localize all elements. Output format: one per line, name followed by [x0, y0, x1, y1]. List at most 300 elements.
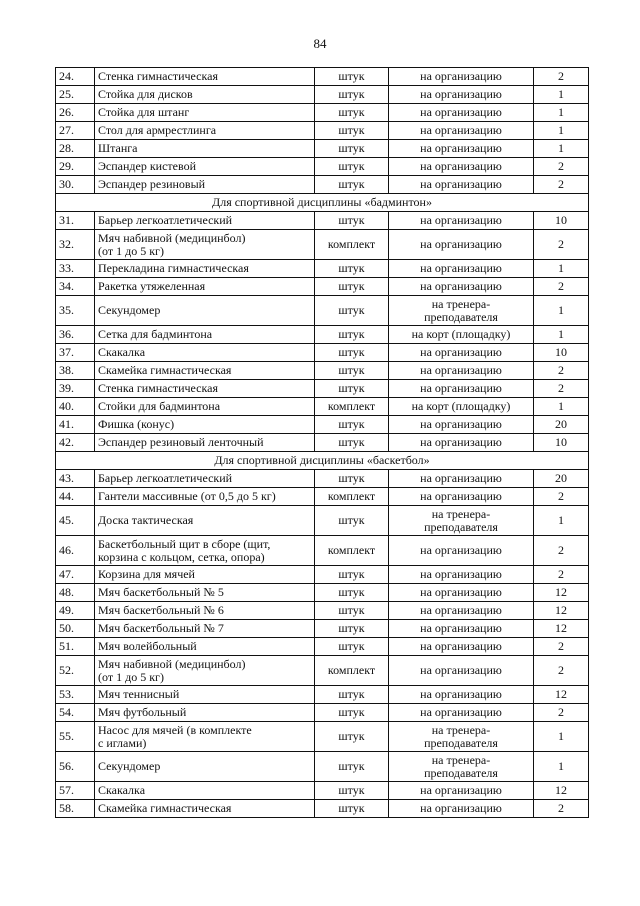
calculation-unit-text: преподавателя [424, 735, 498, 750]
calculation-unit [389, 104, 534, 122]
table-row [56, 326, 589, 344]
table-row [56, 752, 589, 782]
row-number [56, 638, 95, 656]
item-name [95, 122, 315, 140]
quantity [534, 566, 589, 584]
item-name-text: Мяч баскетбольный № 6 [98, 603, 224, 617]
quantity [534, 536, 589, 566]
calculation-unit [389, 416, 534, 434]
quantity-text: 10 [555, 213, 567, 227]
calculation-unit-text: на организацию [420, 543, 502, 557]
calculation-unit [389, 488, 534, 506]
quantity-text: 12 [555, 783, 567, 797]
quantity-text: 1 [558, 105, 564, 119]
row-number-text: 56. [59, 759, 74, 773]
row-number-text: 29. [59, 159, 74, 173]
unit-of-measure-text: комплект [327, 663, 376, 677]
table-row [56, 296, 589, 326]
row-number-text: 24. [59, 69, 74, 83]
calculation-unit [389, 620, 534, 638]
row-number [56, 416, 95, 434]
unit-of-measure-text: штук [338, 435, 365, 449]
quantity-text: 1 [558, 261, 564, 275]
quantity-text: 2 [558, 279, 564, 293]
quantity-text: 12 [555, 687, 567, 701]
item-name-text: Перекладина гимнастическая [98, 261, 249, 275]
quantity-text: 1 [558, 327, 564, 341]
row-number [56, 176, 95, 194]
quantity [534, 488, 589, 506]
unit-of-measure [315, 434, 389, 452]
unit-of-measure [315, 656, 389, 686]
calculation-unit [389, 212, 534, 230]
quantity-text: 2 [558, 705, 564, 719]
unit-of-measure-text: штук [338, 177, 365, 191]
row-number [56, 344, 95, 362]
unit-of-measure [315, 230, 389, 260]
table-row [56, 620, 589, 638]
table-row [56, 686, 589, 704]
row-number-text: 47. [59, 567, 74, 581]
item-name-text: Мяч футбольный [98, 705, 187, 719]
unit-of-measure [315, 566, 389, 584]
row-number-text: 53. [59, 687, 74, 701]
item-name-text: Штанга [98, 141, 138, 155]
item-name [95, 752, 315, 782]
calculation-unit [389, 296, 534, 326]
row-number [56, 704, 95, 722]
quantity [534, 782, 589, 800]
quantity-text: 2 [558, 237, 564, 251]
quantity-text: 1 [558, 303, 564, 317]
row-number [56, 212, 95, 230]
calculation-unit-text: на организацию [420, 177, 502, 191]
row-number [56, 470, 95, 488]
table-row [56, 434, 589, 452]
quantity [534, 686, 589, 704]
unit-of-measure-text: штук [338, 303, 365, 317]
calculation-unit [389, 140, 534, 158]
item-name-text: Эспандер кистевой [98, 159, 197, 173]
unit-of-measure [315, 800, 389, 818]
unit-of-measure [315, 584, 389, 602]
unit-of-measure [315, 344, 389, 362]
table-row [56, 158, 589, 176]
quantity [534, 176, 589, 194]
calculation-unit-text: на организацию [420, 801, 502, 815]
table-row [56, 704, 589, 722]
table-row [56, 380, 589, 398]
unit-of-measure-text: штук [338, 471, 365, 485]
row-number [56, 278, 95, 296]
item-name [95, 158, 315, 176]
table-row [56, 260, 589, 278]
unit-of-measure-text: штук [338, 801, 365, 815]
calculation-unit-text: на организацию [420, 363, 502, 377]
quantity [534, 104, 589, 122]
quantity [534, 470, 589, 488]
section-title: Для спортивной дисциплины «бадминтон» [56, 194, 589, 212]
item-name [95, 230, 315, 260]
table-row [56, 104, 589, 122]
row-number [56, 86, 95, 104]
section-title: Для спортивной дисциплины «баскетбол» [56, 452, 589, 470]
unit-of-measure [315, 158, 389, 176]
table-row [56, 344, 589, 362]
unit-of-measure [315, 326, 389, 344]
quantity [534, 506, 589, 536]
calculation-unit-text: преподавателя [424, 309, 498, 324]
item-name [95, 212, 315, 230]
calculation-unit-text: на организацию [420, 639, 502, 653]
calculation-unit [389, 176, 534, 194]
calculation-unit-text: на организацию [420, 105, 502, 119]
item-name-text: Скамейка гимнастическая [98, 363, 232, 377]
calculation-unit [389, 566, 534, 584]
unit-of-measure [315, 398, 389, 416]
table-row [56, 602, 589, 620]
row-number [56, 566, 95, 584]
calculation-unit [389, 230, 534, 260]
row-number [56, 536, 95, 566]
unit-of-measure [315, 104, 389, 122]
row-number [56, 260, 95, 278]
quantity-text: 2 [558, 381, 564, 395]
calculation-unit-text: на организацию [420, 621, 502, 635]
quantity [534, 344, 589, 362]
row-number-text: 58. [59, 801, 74, 815]
section-header-row [56, 452, 589, 470]
quantity [534, 656, 589, 686]
row-number-text: 41. [59, 417, 74, 431]
unit-of-measure-text: штук [338, 705, 365, 719]
unit-of-measure [315, 686, 389, 704]
item-name-text: Сетка для бадминтона [98, 327, 213, 341]
unit-of-measure-text: комплект [327, 399, 376, 413]
row-number-text: 31. [59, 213, 74, 227]
unit-of-measure [315, 362, 389, 380]
item-name [95, 68, 315, 86]
item-name [95, 704, 315, 722]
item-name [95, 782, 315, 800]
quantity [534, 122, 589, 140]
unit-of-measure-text: штук [338, 69, 365, 83]
calculation-unit-text: на организацию [420, 471, 502, 485]
item-name-text: Стойка для дисков [98, 87, 193, 101]
row-number-text: 27. [59, 123, 74, 137]
unit-of-measure [315, 140, 389, 158]
row-number-text: 25. [59, 87, 74, 101]
row-number-text: 36. [59, 327, 74, 341]
item-name [95, 260, 315, 278]
calculation-unit [389, 158, 534, 176]
item-name-text: корзина с кольцом, сетка, опора) [98, 549, 265, 564]
quantity [534, 68, 589, 86]
unit-of-measure-text: штук [338, 687, 365, 701]
row-number-text: 32. [59, 237, 74, 251]
quantity [534, 398, 589, 416]
item-name [95, 104, 315, 122]
row-number [56, 68, 95, 86]
row-number [56, 602, 95, 620]
item-name-text: Мяч набивной (медицинбол) [98, 230, 246, 245]
unit-of-measure-text: штук [338, 381, 365, 395]
quantity-text: 2 [558, 363, 564, 377]
table-row [56, 416, 589, 434]
row-number-text: 57. [59, 783, 74, 797]
calculation-unit-text: на организацию [420, 585, 502, 599]
item-name [95, 584, 315, 602]
unit-of-measure-text: штук [338, 261, 365, 275]
row-number [56, 362, 95, 380]
table-row [56, 398, 589, 416]
calculation-unit-text: на тренера- [431, 752, 491, 767]
row-number-text: 28. [59, 141, 74, 155]
calculation-unit-text: на тренера- [431, 722, 491, 737]
item-name-text: Стенка гимнастическая [98, 69, 218, 83]
quantity-text: 2 [558, 801, 564, 815]
quantity-text: 2 [558, 69, 564, 83]
unit-of-measure [315, 470, 389, 488]
unit-of-measure [315, 380, 389, 398]
quantity [534, 800, 589, 818]
table-row [56, 566, 589, 584]
quantity [534, 602, 589, 620]
unit-of-measure-text: штук [338, 363, 365, 377]
calculation-unit [389, 398, 534, 416]
row-number-text: 54. [59, 705, 74, 719]
row-number-text: 35. [59, 303, 74, 317]
unit-of-measure-text: штук [338, 759, 365, 773]
unit-of-measure [315, 782, 389, 800]
item-name [95, 638, 315, 656]
quantity [534, 140, 589, 158]
table-row [56, 470, 589, 488]
calculation-unit-text: на организацию [420, 603, 502, 617]
table-row [56, 722, 589, 752]
table-row [56, 86, 589, 104]
item-name-text: Скамейка гимнастическая [98, 801, 232, 815]
row-number [56, 398, 95, 416]
item-name-text: Насос для мячей (в комплекте [98, 722, 252, 737]
item-name [95, 362, 315, 380]
unit-of-measure [315, 86, 389, 104]
row-number-text: 39. [59, 381, 74, 395]
quantity [534, 158, 589, 176]
unit-of-measure-text: комплект [327, 237, 376, 251]
quantity-text: 1 [558, 513, 564, 527]
calculation-unit [389, 362, 534, 380]
unit-of-measure [315, 536, 389, 566]
item-name [95, 602, 315, 620]
row-number [56, 140, 95, 158]
quantity-text: 1 [558, 759, 564, 773]
item-name-text: Доска тактическая [98, 513, 194, 527]
item-name [95, 800, 315, 818]
table-row [56, 362, 589, 380]
table-row [56, 506, 589, 536]
calculation-unit-text: на организацию [420, 705, 502, 719]
unit-of-measure [315, 416, 389, 434]
quantity [534, 326, 589, 344]
item-name-text: Баскетбольный щит в сборе (щит, [98, 536, 271, 551]
quantity-text: 1 [558, 141, 564, 155]
item-name [95, 536, 315, 566]
item-name [95, 140, 315, 158]
calculation-unit [389, 86, 534, 104]
unit-of-measure [315, 68, 389, 86]
item-name-text: Барьер легкоатлетический [98, 471, 233, 485]
item-name-text: Гантели массивные (от 0,5 до 5 кг) [98, 489, 276, 503]
table-row [56, 140, 589, 158]
row-number-text: 52. [59, 663, 74, 677]
calculation-unit [389, 656, 534, 686]
calculation-unit-text: на организацию [420, 381, 502, 395]
unit-of-measure [315, 620, 389, 638]
calculation-unit [389, 434, 534, 452]
calculation-unit-text: на тренера- [431, 296, 491, 311]
row-number-text: 37. [59, 345, 74, 359]
calculation-unit [389, 506, 534, 536]
item-name [95, 506, 315, 536]
unit-of-measure-text: штук [338, 123, 365, 137]
table-row [56, 122, 589, 140]
item-name [95, 470, 315, 488]
item-name-text: Мяч баскетбольный № 5 [98, 585, 224, 599]
calculation-unit-text: преподавателя [424, 765, 498, 780]
unit-of-measure [315, 122, 389, 140]
item-name [95, 416, 315, 434]
row-number [56, 434, 95, 452]
quantity-text: 2 [558, 489, 564, 503]
unit-of-measure [315, 638, 389, 656]
unit-of-measure [315, 212, 389, 230]
calculation-unit [389, 584, 534, 602]
row-number [56, 506, 95, 536]
quantity-text: 2 [558, 639, 564, 653]
quantity-text: 2 [558, 177, 564, 191]
unit-of-measure-text: штук [338, 87, 365, 101]
calculation-unit [389, 602, 534, 620]
calculation-unit-text: на организацию [420, 345, 502, 359]
calculation-unit [389, 470, 534, 488]
item-name-text: Мяч волейбольный [98, 639, 197, 653]
item-name [95, 296, 315, 326]
unit-of-measure-text: штук [338, 783, 365, 797]
quantity [534, 752, 589, 782]
item-name-text: (от 1 до 5 кг) [98, 243, 164, 258]
quantity-text: 2 [558, 567, 564, 581]
quantity-text: 10 [555, 345, 567, 359]
unit-of-measure-text: штук [338, 567, 365, 581]
item-name-text: Стол для армрестлинга [98, 123, 217, 137]
row-number [56, 686, 95, 704]
unit-of-measure-text: штук [338, 513, 365, 527]
equipment-table [55, 67, 589, 818]
quantity-text: 1 [558, 87, 564, 101]
row-number-text: 42. [59, 435, 74, 449]
item-name-text: Фишка (конус) [98, 417, 175, 431]
row-number [56, 296, 95, 326]
item-name-text: Барьер легкоатлетический [98, 213, 233, 227]
quantity [534, 278, 589, 296]
quantity-text: 1 [558, 729, 564, 743]
quantity [534, 380, 589, 398]
calculation-unit [389, 278, 534, 296]
table-row [56, 488, 589, 506]
quantity-text: 2 [558, 543, 564, 557]
calculation-unit-text: на организацию [420, 237, 502, 251]
quantity-text: 12 [555, 621, 567, 635]
section-header-row [56, 194, 589, 212]
table-row [56, 68, 589, 86]
item-name-text: с иглами) [98, 735, 147, 750]
row-number [56, 104, 95, 122]
calculation-unit [389, 260, 534, 278]
item-name [95, 686, 315, 704]
unit-of-measure [315, 506, 389, 536]
row-number [56, 656, 95, 686]
calculation-unit [389, 686, 534, 704]
item-name [95, 566, 315, 584]
row-number-text: 49. [59, 603, 74, 617]
row-number-text: 51. [59, 639, 74, 653]
item-name-text: Секундомер [98, 303, 161, 317]
unit-of-measure-text: штук [338, 585, 365, 599]
calculation-unit-text: на организацию [420, 663, 502, 677]
table-row [56, 212, 589, 230]
item-name [95, 722, 315, 752]
unit-of-measure [315, 296, 389, 326]
calculation-unit-text: на организацию [420, 567, 502, 581]
item-name [95, 488, 315, 506]
item-name-text: Скакалка [98, 345, 146, 359]
quantity [534, 230, 589, 260]
item-name [95, 176, 315, 194]
calculation-unit-text: на корт (площадку) [411, 327, 511, 341]
calculation-unit [389, 380, 534, 398]
quantity-text: 10 [555, 435, 567, 449]
calculation-unit [389, 782, 534, 800]
row-number-text: 38. [59, 363, 74, 377]
quantity [534, 584, 589, 602]
quantity [534, 704, 589, 722]
quantity [534, 362, 589, 380]
unit-of-measure [315, 260, 389, 278]
unit-of-measure-text: штук [338, 279, 365, 293]
calculation-unit-text: на организацию [420, 69, 502, 83]
row-number [56, 800, 95, 818]
unit-of-measure-text: штук [338, 327, 365, 341]
calculation-unit [389, 326, 534, 344]
row-number [56, 584, 95, 602]
row-number [56, 158, 95, 176]
item-name-text: Корзина для мячей [98, 567, 195, 581]
unit-of-measure-text: штук [338, 159, 365, 173]
unit-of-measure [315, 602, 389, 620]
quantity [534, 86, 589, 104]
quantity [534, 416, 589, 434]
unit-of-measure-text: штук [338, 639, 365, 653]
item-name-text: (от 1 до 5 кг) [98, 669, 164, 684]
calculation-unit-text: на организацию [420, 279, 502, 293]
table-row [56, 782, 589, 800]
item-name-text: Секундомер [98, 759, 161, 773]
quantity [534, 212, 589, 230]
unit-of-measure-text: штук [338, 603, 365, 617]
calculation-unit [389, 122, 534, 140]
row-number [56, 326, 95, 344]
